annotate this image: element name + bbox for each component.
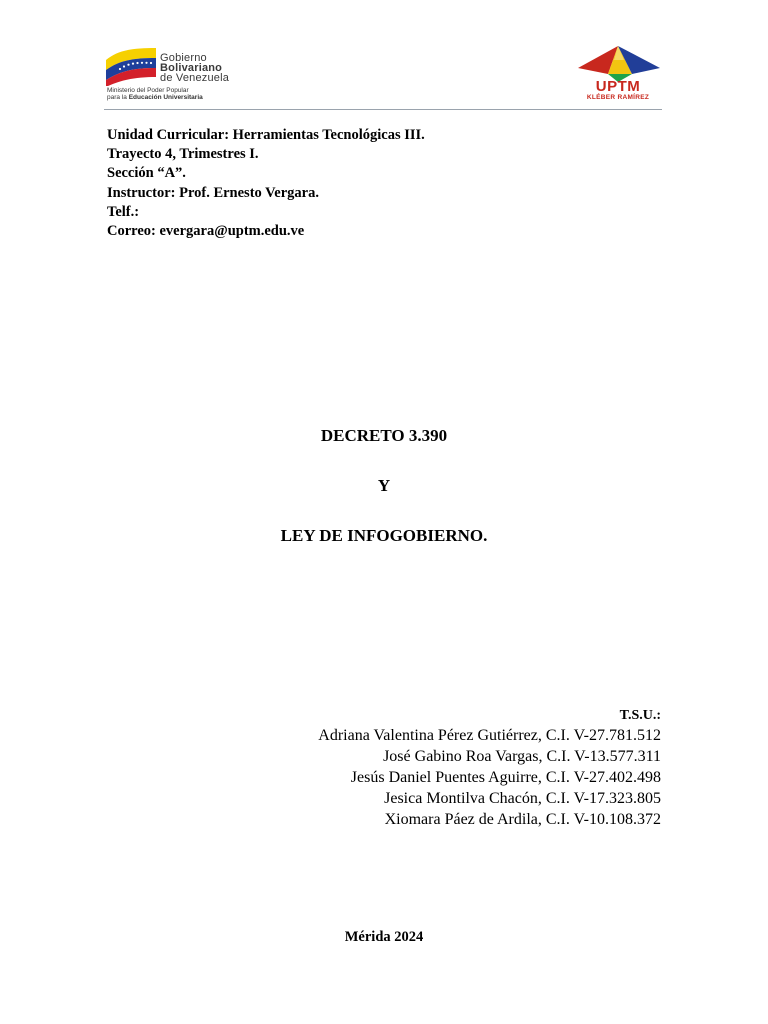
government-logo xyxy=(104,44,264,104)
students-heading: T.S.U.: xyxy=(619,708,661,723)
gov-line-1: Gobierno xyxy=(160,52,207,64)
title-line-3: LEY DE INFOGOBIERNO. xyxy=(280,526,488,545)
student-item: José Gabino Roa Vargas, C.I. V-13.577.311 xyxy=(383,748,661,765)
uptm-subtitle: KLÉBER RAMÍREZ xyxy=(586,94,650,101)
students-block xyxy=(318,707,661,830)
title-line-2: Y xyxy=(377,476,391,495)
ministry-line-2-bold: Educación Universitaria xyxy=(128,94,203,101)
student-item: Jesús Daniel Puentes Aguirre, C.I. V-27.402.498 xyxy=(350,769,661,786)
ministry-name xyxy=(107,87,203,101)
uptm-name: UPTM xyxy=(595,78,641,95)
header-divider xyxy=(104,109,662,110)
student-item: Xiomara Páez de Ardila, C.I. V-10.108.372 xyxy=(384,811,661,828)
page-header xyxy=(104,40,662,112)
course-trayecto: Trayecto 4, Trimestres I. xyxy=(107,146,259,163)
uptm-triangles-icon xyxy=(574,44,662,82)
ministry-line-2-prefix: para la xyxy=(107,94,129,101)
student-item: Adriana Valentina Pérez Gutiérrez, C.I. V-27.781.512 xyxy=(318,727,661,744)
course-phone: Telf.: xyxy=(107,203,140,220)
course-email: Correo: evergara@uptm.edu.ve xyxy=(107,223,305,240)
ministry-line-1: Ministerio del Poder Popular xyxy=(107,87,189,94)
government-name xyxy=(160,53,229,83)
venezuela-flag-icon xyxy=(104,46,158,86)
course-section: Sección “A”. xyxy=(107,165,186,182)
uptm-logo xyxy=(574,44,662,100)
title-line-1: DECRETO 3.390 xyxy=(320,426,448,445)
gov-line-3: de Venezuela xyxy=(160,72,230,84)
place-date: Mérida 2024 xyxy=(344,929,424,945)
student-item: Jesica Montilva Chacón, C.I. V-17.323.805 xyxy=(384,790,661,807)
gov-line-2: Bolivariano xyxy=(160,62,223,74)
course-unit: Unidad Curricular: Herramientas Tecnológicas III. xyxy=(107,127,425,143)
course-info xyxy=(107,126,425,241)
course-instructor: Instructor: Prof. Ernesto Vergara. xyxy=(107,184,319,201)
